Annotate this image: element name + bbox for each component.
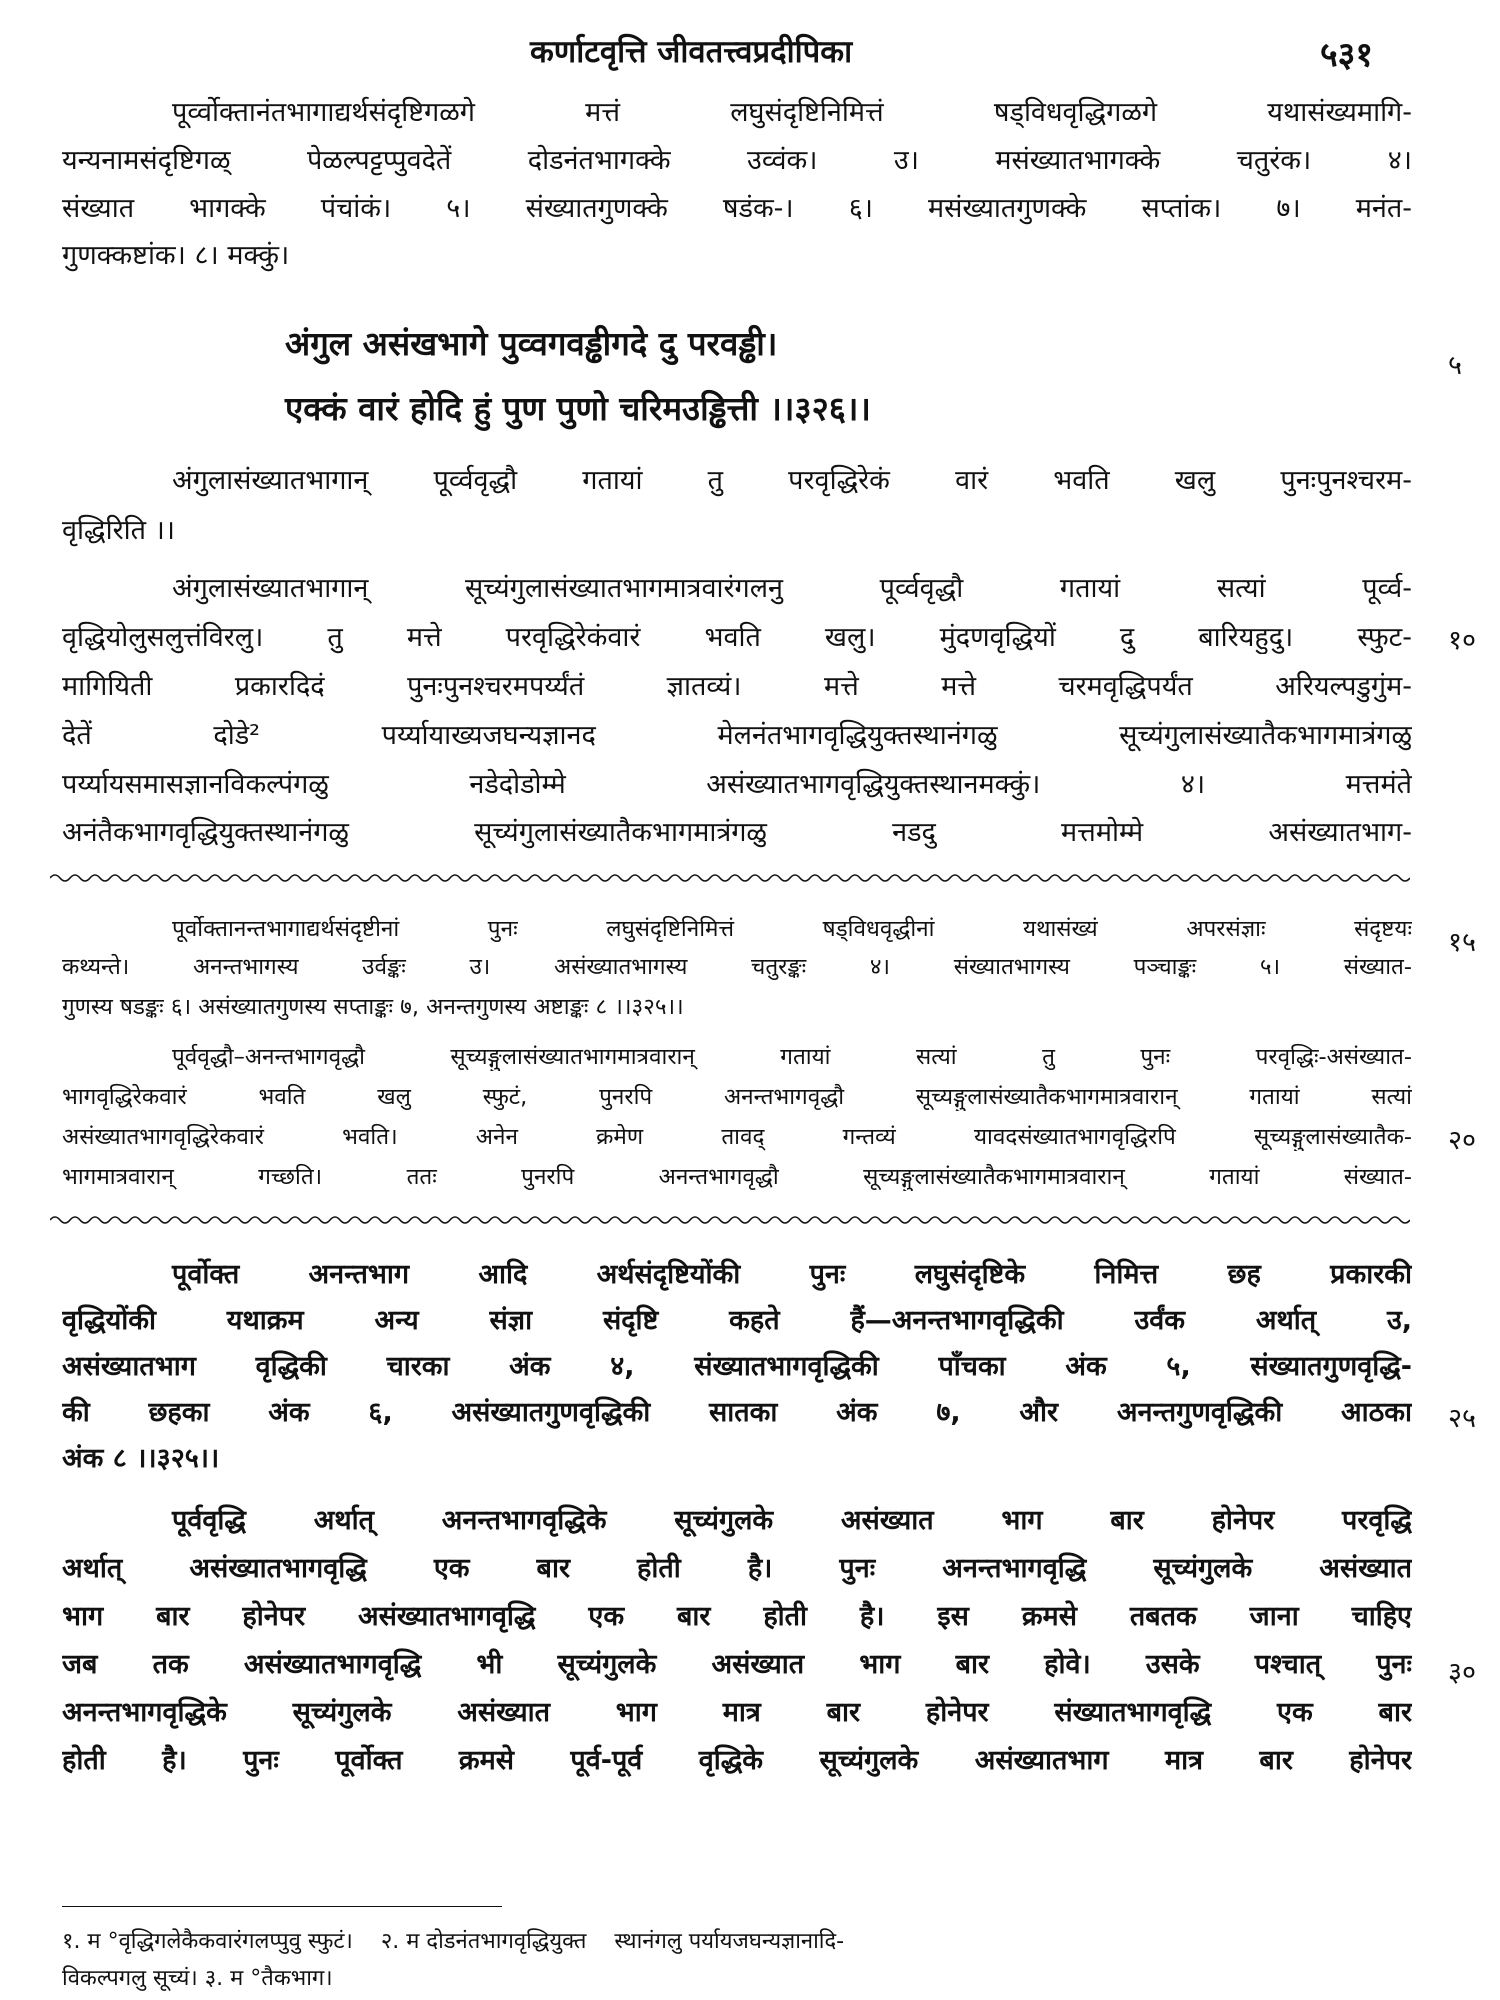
text-line: अनन्तभागवृद्धिके सूच्यंगुलके असंख्यात भाग मात्र बार होनेपर संख्यातभागवृद्धि एक बार — [62, 1697, 1412, 1728]
margin-line-number: १० — [1448, 625, 1477, 656]
text-line: की छहका अंक ६, असंख्यातगुणवृद्धिकी सातका अंक ७, और अनन्तगुणवृद्धिकी आठका — [62, 1397, 1412, 1428]
running-head — [0, 30, 1500, 80]
margin-line-number: २५ — [1448, 1403, 1477, 1434]
text-line: पर्य्यायसमासज्ञानविकल्पंगळु नडेदोडोम्मे असंख्यातभागवृद्धियुक्तस्थानमक्कुं। ४। मत्तमंते — [62, 769, 1412, 800]
text-line: अंगुलासंख्यातभागान् सूच्यंगुलासंख्यातभागमात्रवारंगलनु पूर्व्ववृद्धौ गतायां सत्यां पूर्व्व- — [172, 573, 1412, 604]
text-line: अनंतैकभागवृद्धियुक्तस्थानंगळु सूच्यंगुलासंख्यातैकभागमात्रंगळु नडदु मत्तमोम्मे असंख्यातभाग- — [62, 817, 1412, 848]
text-line: वृद्धियोंकी यथाक्रम अन्य संज्ञा संदृष्टि कहते हैं—अनन्तभागवृद्धिकी उर्वंक अर्थात् उ, — [62, 1305, 1412, 1336]
margin-line-number: २० — [1448, 1125, 1477, 1156]
text-line: असंख्यातभाग वृद्धिकी चारका अंक ४, संख्यातभागवृद्धिकी पाँचका अंक ५, संख्यातगुणवृद्धि- — [62, 1351, 1412, 1382]
text-line: संख्यात भागक्के पंचांकं। ५। संख्यातगुणक्के षडंक-। ६। मसंख्यातगुणक्के सप्तांक। ७। मनंत- — [62, 193, 1412, 224]
text-line: पूर्वोक्त अनन्तभाग आदि अर्थसंदृष्टियोंकी पुनः लघुसंदृष्टिके निमित्त छह प्रकारकी — [172, 1259, 1412, 1290]
text-line: कथ्यन्ते। अनन्तभागस्य उर्वङ्कः उ। असंख्यातभागस्य चतुरङ्कः ४। संख्यातभागस्य पञ्चाङ्कः ५। संख्यात- — [62, 954, 1412, 980]
margin-line-number: ५ — [1448, 350, 1463, 381]
text-line: भाग बार होनेपर असंख्यातभागवृद्धि एक बार होती है। इस क्रमसे तबतक जाना चाहिए — [62, 1601, 1412, 1632]
page-number: ५३१ — [1320, 35, 1374, 75]
text-line: गुणक्कष्टांक। ८। मक्कुं। — [62, 240, 290, 271]
text-line: देतें दोडे² पर्य्यायाख्यजघन्यज्ञानद मेलनंतभागवृद्धियुक्तस्थानंगळु सूच्यंगुलासंख्यातैकभागमात्रंगळु — [62, 720, 1412, 751]
text-line: गुणस्य षडङ्कः ६। असंख्यातगुणस्य सप्ताङ्कः ७, अनन्तगुणस्य अष्टाङ्कः ८ ।।३२५।। — [62, 994, 684, 1020]
margin-line-number: १५ — [1448, 927, 1477, 958]
verse-line: एक्कं वारं होदि हुं पुण पुणो चरिमउड्ढित्ती ।।३२६।। — [285, 389, 871, 428]
footnote-rule — [62, 1906, 502, 1907]
text-line: पूर्वोक्तानन्तभागाद्यर्थसंदृष्टीनां पुनः लघुसंदृष्टिनिमित्तं षड्विधवृद्धीनां यथासंख्यं अपरसंज्ञाः संदृष्टयः — [172, 916, 1412, 942]
text-line: मागियिती प्रकारदिदं पुनःपुनश्चरमपर्य्यंतं ज्ञातव्यं। मत्ते मत्ते चरमवृद्धिपर्यंत अरियल्पडुगुंम- — [62, 671, 1412, 702]
text-line: अंगुलासंख्यातभागान् पूर्व्ववृद्धौ गतायां तु परवृद्धिरेकं वारं भवति खलु पुनःपुनश्चरम- — [172, 465, 1412, 496]
text-line: होती है। पुनः पूर्वोक्त क्रमसे पूर्व-पूर्व वृद्धिके सूच्यंगुलके असंख्यातभाग मात्र बार होनेपर — [62, 1745, 1412, 1776]
text-line: भागमात्रवारान् गच्छति। ततः पुनरपि अनन्तभागवृद्धौ सूच्यङ्गुलासंख्यातैकभागमात्रवारान् गतायां संख्यात- — [62, 1164, 1412, 1190]
text-line: भागवृद्धिरेकवारं भवति खलु स्फुटं, पुनरपि अनन्तभागवृद्धौ सूच्यङ्गुलासंख्यातैकभागमात्रवारान् गतायां सत्यां — [62, 1084, 1412, 1110]
text-line: पूर्ववृद्धि अर्थात् अनन्तभागवृद्धिके सूच्यंगुलके असंख्यात भाग बार होनेपर परवृद्धि — [172, 1505, 1412, 1536]
text-line: वृद्धिरिति ।। — [62, 515, 176, 546]
verse-line: अंगुल असंखभागे पुव्वगवड्ढीगदे दु परवड्ढी। — [285, 324, 778, 363]
text-line: अंक ८ ।।३२५।। — [62, 1443, 220, 1474]
margin-line-number: ३० — [1448, 1657, 1477, 1688]
wavy-divider — [50, 1214, 1410, 1226]
running-head-title: कर्णाटवृत्ति जीवतत्त्वप्रदीपिका — [530, 34, 853, 70]
text-line: अर्थात् असंख्यातभागवृद्धि एक बार होती है। पुनः अनन्तभागवृद्धि सूच्यंगुलके असंख्यात — [62, 1553, 1412, 1584]
text-line: पूर्ववृद्धौ–अनन्तभागवृद्धौ सूच्यङ्गुलासंख्यातभागमात्रवारान् गतायां सत्यां तु पुनः परवृद्धिः-असंख्यात- — [172, 1044, 1412, 1070]
footnote-line: विकल्पगलु सूच्यं। ३. म °तैकभाग। — [62, 1966, 333, 1991]
text-line: असंख्यातभागवृद्धिरेकवारं भवति। अनेन क्रमेण तावद् गन्तव्यं यावदसंख्यातभागवृद्धिरपि सूच्यङ्गुलासंख्यातैक- — [62, 1124, 1412, 1150]
text-line: जब तक असंख्यातभागवृद्धि भी सूच्यंगुलके असंख्यात भाग बार होवे। उसके पश्चात् पुनः — [62, 1649, 1412, 1680]
footnote-line: १. म °वृद्धिगलेकैकवारंगलप्पुवु स्फुटं। २. म दोडनंतभागवृद्धियुक्त स्थानंगलु पर्यायजघन्यज्ञानादि- — [62, 1929, 845, 1954]
text-line: वृद्धियोलुसलुत्तंविरलु। तु मत्ते परवृद्धिरेकंवारं भवति खलु। मुंदणवृद्धियों दु बारियहुदु। स्फुट- — [62, 622, 1412, 653]
text-line: यन्यनामसंदृष्टिगळ् पेळल्पट्टप्पुवदेतें दोडनंतभागक्के उव्वंक। उ। मसंख्यातभागक्के चतुरंक। ४। — [62, 145, 1412, 176]
wavy-divider — [50, 872, 1410, 884]
text-line: पूर्व्वोक्तानंतभागाद्यर्थसंदृष्टिगळगे मत्तं लघुसंदृष्टिनिमित्तं षड्विधवृद्धिगळगे यथासंख्यमागि- — [172, 97, 1412, 128]
